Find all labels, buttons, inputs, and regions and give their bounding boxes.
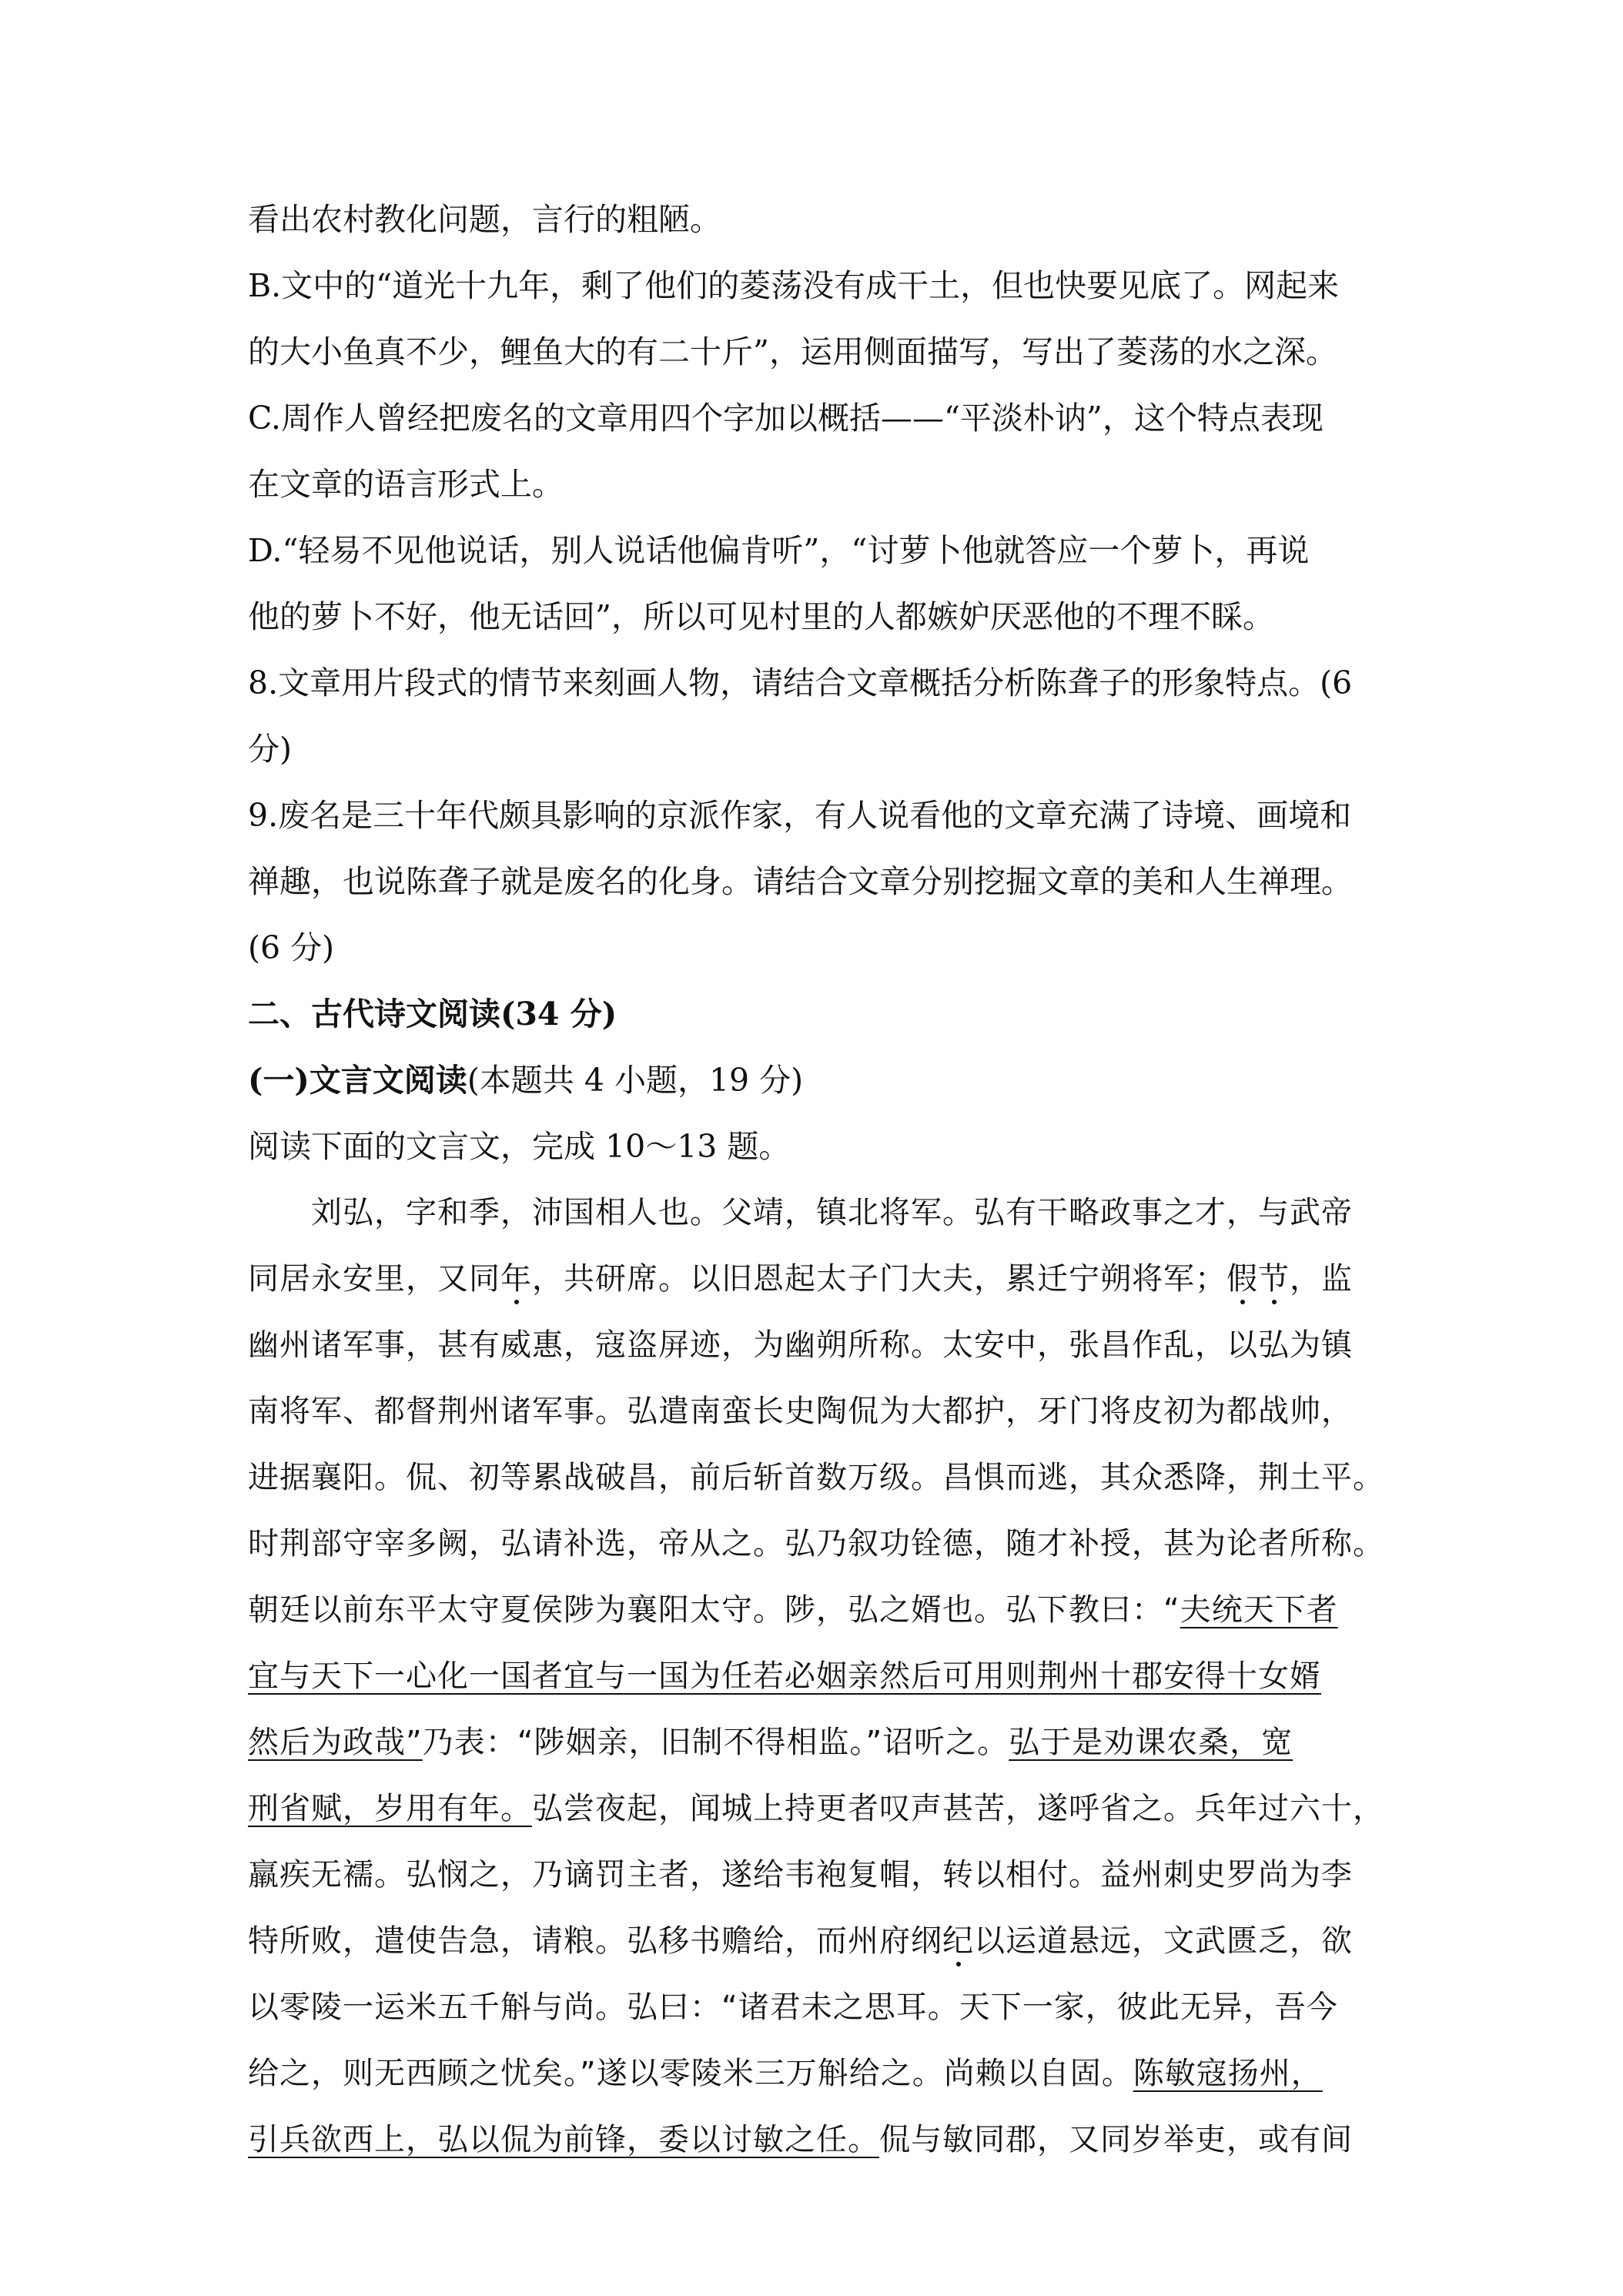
underlined-text: 弘于是劝课农桑，宽 xyxy=(1009,1725,1293,1760)
underlined-text: 宜与天下一心化一国者宜与一国为任若必姻亲然后可用则荆州十郡安得十女婿 xyxy=(248,1658,1321,1694)
text-line: 分) xyxy=(248,731,292,768)
passage-text: 同居永安里，又同 xyxy=(248,1261,500,1297)
classical-passage xyxy=(248,1180,1384,2173)
passage-line xyxy=(248,1908,1380,1974)
passage-text: ，共研席。以旧恩起太子门大夫，累迁宁朔将军； xyxy=(532,1261,1226,1297)
underlined-text: 引兵欲西上，弘以侃为前锋，委以讨敏之任。 xyxy=(248,2122,879,2157)
underlined-text: 刑省赋，岁用有年。 xyxy=(248,1791,532,1826)
passage-text: 以运道悬远，文武匮乏，欲 xyxy=(974,1923,1353,1959)
text-line: 的大小鱼真不少，鲤鱼大的有二十斤”，运用侧面描写，写出了菱荡的水之深。 xyxy=(248,333,1337,370)
passage-line xyxy=(248,1246,1380,1312)
passage-line xyxy=(248,2107,1380,2173)
passage-line xyxy=(248,1577,1380,1643)
sub-heading-note: (本题共 4 小题，19 分) xyxy=(467,1062,804,1099)
passage-line: 进据襄阳。侃、初等累战破昌，前后斩首数万级。昌惧而逃，其众悉降，荆土平。 xyxy=(248,1460,1384,1495)
passage-text: 朝廷以前东平太守夏侯陟为襄阳太守。陟，弘之婿也。弘下教曰：“ xyxy=(248,1592,1180,1628)
passage-line xyxy=(248,1776,1384,1842)
underlined-text: 夫统天下者 xyxy=(1180,1592,1338,1628)
underlined-text: 然后为政哉” xyxy=(248,1725,423,1760)
underlined-text: 陈敏寇扬州， xyxy=(1133,2056,1323,2091)
emphasis-char: 纪 xyxy=(942,1923,974,1959)
passage-line: 羸疾无襦。弘悯之，乃谪罚主者，遂给韦袍复帽，转以相付。益州刺史罗尚为李 xyxy=(248,1857,1353,1893)
option-d-line: D.“轻易不见他说话，别人说话他偏肯听”，“讨萝卜他就答应一个萝卜，再说 xyxy=(248,532,1310,569)
passage-text: 乃表：“陟姻亲，旧制不得相监。”诏听之。 xyxy=(422,1725,1009,1760)
passage-text: 侃与敏同郡，又同岁举吏，或有间 xyxy=(879,2122,1353,2157)
passage-line: 时荆部守宰多阙，弘请补选，帝从之。弘乃叙功铨德，随才补授，甚为论者所称。 xyxy=(248,1526,1384,1561)
question-9-line: 9.废名是三十年代颇具影响的京派作家，有人说看他的文章充满了诗境、画境和 xyxy=(248,797,1352,834)
question-8-line: 8.文章用片段式的情节来刻画人物，请结合文章概括分析陈聋子的形象特点。(6 xyxy=(248,664,1353,701)
passage-line: 以零陵一运米五千斛与尚。弘曰：“诸君未之思耳。天下一家，彼此无异，吾今 xyxy=(248,1990,1338,2025)
emphasis-char: 假 xyxy=(1226,1261,1258,1297)
instruction-line: 阅读下面的文言文，完成 10～13 题。 xyxy=(248,1128,791,1165)
passage-line xyxy=(248,1643,1380,1709)
passage-text: ，监 xyxy=(1290,1261,1353,1297)
emphasis-char: 节 xyxy=(1258,1261,1290,1297)
text-line: (6 分) xyxy=(248,929,335,966)
emphasis-char: 年 xyxy=(500,1261,532,1297)
option-c-line: C.周作人曾经把废名的文章用四个字加以概括——“平淡朴讷”，这个特点表现 xyxy=(248,400,1323,437)
passage-line: 刘弘，字和季，沛国相人也。父靖，镇北将军。弘有干略政事之才，与武帝 xyxy=(311,1195,1353,1230)
option-b-line: B.文中的“道光十九年，剩了他们的菱荡没有成干土，但也快要见底了。网起来 xyxy=(248,267,1340,304)
section-heading: 二、古代诗文阅读(34 分) xyxy=(248,996,617,1033)
passage-line: 南将军、都督荆州诸军事。弘遣南蛮长史陶侃为大都护，牙门将皮初为都战帅， xyxy=(248,1394,1353,1429)
text-line: 禅趣，也说陈聋子就是废名的化身。请结合文章分别挖掘文章的美和人生禅理。 xyxy=(248,863,1353,900)
text-line: 他的萝卜不好，他无话回”，所以可见村里的人都嫉妒厌恶他的不理不睬。 xyxy=(248,598,1274,635)
passage-line: 幽州诸军事，甚有威惠，寇盗屏迹，为幽朔所称。太安中，张昌作乱，以弘为镇 xyxy=(248,1327,1353,1363)
passage-text: 给之，则无西顾之忧矣。”遂以零陵米三万斛给之。尚赖以自固。 xyxy=(248,2056,1133,2091)
text-line: 看出农村教化问题，言行的粗陋。 xyxy=(248,201,721,238)
passage-line xyxy=(248,2040,1380,2107)
sub-heading xyxy=(248,1047,1380,1113)
sub-heading-title: (一)文言文阅读 xyxy=(248,1062,467,1099)
passage-text: 特所败，遣使告急，请粮。弘移书赡给，而州府纲 xyxy=(248,1923,942,1959)
text-line: 在文章的语言形式上。 xyxy=(248,466,564,503)
passage-text: 弘尝夜起，闻城上持更者叹声甚苦，遂呼省之。兵年过六十， xyxy=(532,1791,1384,1826)
passage-line xyxy=(248,1709,1380,1776)
question-options xyxy=(248,186,1380,1180)
